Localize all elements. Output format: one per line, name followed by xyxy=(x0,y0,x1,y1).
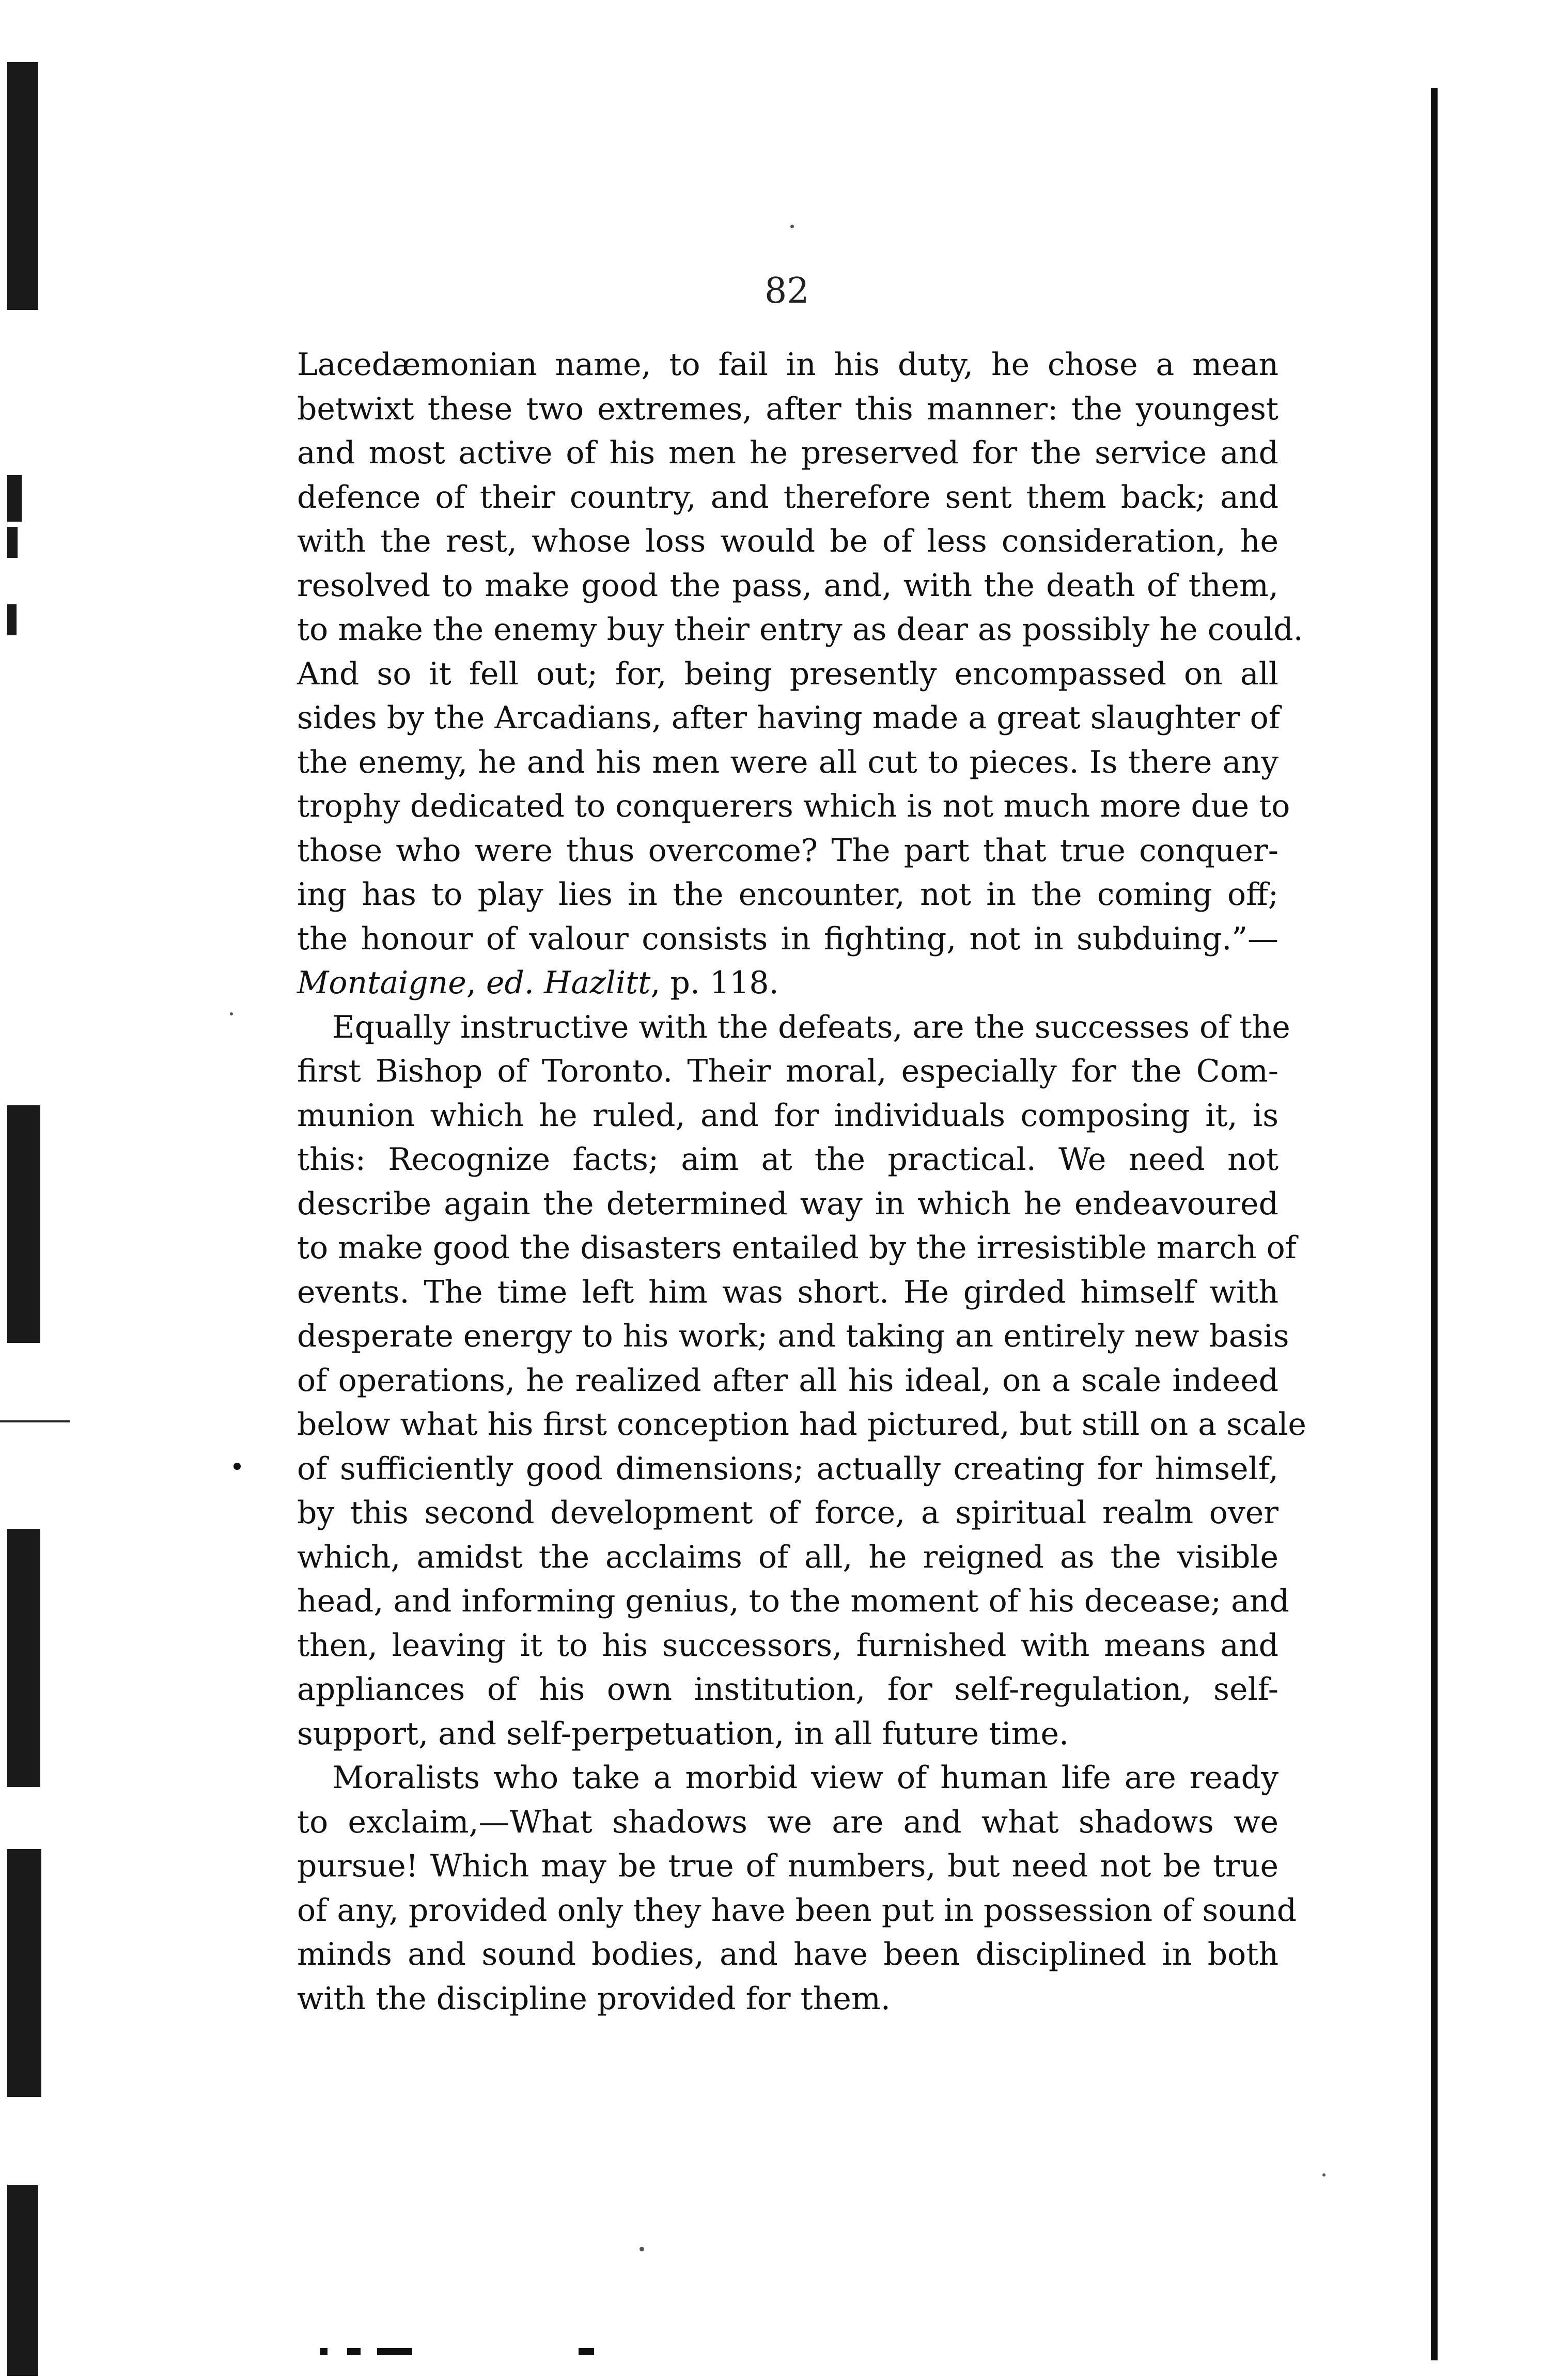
text-line: events. The time left him was short. He girded himself with xyxy=(297,1274,1278,1310)
scan-artifact xyxy=(377,2348,412,2355)
text-line: to make good the disasters entailed by the irresistible march of xyxy=(297,1230,1297,1266)
scan-artifact xyxy=(7,1529,40,1787)
scan-speck xyxy=(640,2247,644,2251)
text-line: by this second development of force, a spiritual realm over xyxy=(297,1495,1278,1531)
scan-artifact xyxy=(0,1420,70,1422)
scan-artifact xyxy=(320,2348,327,2355)
text-line: head, and informing genius, to the moment of his decease; and xyxy=(297,1583,1289,1619)
text-line: Moralists who take a morbid view of human life are ready xyxy=(332,1760,1278,1796)
text-line: of sufficiently good dimensions; actually creating for himself, xyxy=(297,1450,1278,1487)
text-line: trophy dedicated to conquerers which is not much more due to xyxy=(297,788,1290,824)
text-line: describe again the determined way in which he endeavoured xyxy=(297,1185,1278,1222)
text-line: appliances of his own institution, for self-regulation, self- xyxy=(297,1671,1278,1708)
text-line: with the rest, whose loss would be of less consideration, he xyxy=(297,523,1278,559)
body-text xyxy=(297,343,1306,2021)
scan-artifact xyxy=(7,2185,38,2376)
scan-artifact xyxy=(7,475,22,522)
text-line: And so it fell out; for, being presently encompassed on all xyxy=(297,655,1278,692)
text-line: resolved to make good the pass, and, with the death of them, xyxy=(297,567,1278,604)
scan-artifact xyxy=(347,2348,361,2355)
text-line: Equally instructive with the defeats, are the successes of the xyxy=(332,1009,1290,1045)
text-line: pursue! Which may be true of numbers, but need not be true xyxy=(297,1848,1278,1884)
citation-separator: , xyxy=(650,965,670,1001)
text-line: betwixt these two extremes, after this manner: the youngest xyxy=(297,390,1278,427)
scan-speck xyxy=(1322,2173,1325,2177)
scan-artifact xyxy=(7,527,18,558)
scan-artifact xyxy=(7,1849,41,2097)
scan-artifact xyxy=(7,604,17,635)
text-line: support, and self-perpetuation, in all future time. xyxy=(297,1715,1069,1752)
text-line: ing has to play lies in the encounter, not in the coming off; xyxy=(297,876,1278,913)
text-line: the enemy, he and his men were all cut to pieces. Is there any xyxy=(297,744,1278,780)
text-line: minds and sound bodies, and have been disciplined in both xyxy=(297,1936,1278,1972)
text-line: munion which he ruled, and for individuals composing it, is xyxy=(297,1097,1278,1134)
text-line: of operations, he realized after all his ideal, on a scale indeed xyxy=(297,1362,1278,1399)
right-margin-rule xyxy=(1431,88,1438,2360)
scan-artifact xyxy=(7,62,38,310)
text-line: of any, provided only they have been put in possession of sound xyxy=(297,1892,1297,1929)
text-line: to make the enemy buy their entry as dear as possibly he could. xyxy=(297,612,1303,648)
text-line: those who were thus overcome? The part that true conquer- xyxy=(297,832,1278,869)
citation-line xyxy=(297,961,1278,1006)
page-number: 82 xyxy=(765,271,809,311)
text-line: with the discipline provided for them. xyxy=(297,1980,891,2017)
citation-author: Montaigne xyxy=(297,965,466,1001)
scan-speck xyxy=(233,1463,241,1470)
text-line: this: Recognize facts; aim at the practical. We need not xyxy=(297,1141,1278,1178)
text-line: sides by the Arcadians, after having made a great slaughter of xyxy=(297,700,1280,736)
citation-page: p. 118. xyxy=(670,965,779,1001)
scan-speck xyxy=(790,225,794,228)
text-line: defence of their country, and therefore sent them back; and xyxy=(297,479,1278,515)
scan-left-edge xyxy=(0,0,72,2380)
text-line: desperate energy to his work; and taking an entirely new basis xyxy=(297,1318,1289,1354)
text-line: below what his first conception had pictured, but still on a scale xyxy=(297,1406,1306,1443)
text-line: then, leaving it to his successors, furnished with means and xyxy=(297,1627,1278,1664)
citation-editor: ed. Hazlitt xyxy=(486,965,651,1001)
scan-speck xyxy=(230,1012,233,1015)
citation-separator: , xyxy=(466,965,486,1001)
text-line: the honour of valour consists in fighting, not in subduing.”— xyxy=(297,920,1278,957)
text-line: to exclaim,—What shadows we are and what shadows we xyxy=(297,1804,1278,1840)
text-line: which, amidst the acclaims of all, he reigned as the visible xyxy=(297,1539,1278,1575)
text-line: first Bishop of Toronto. Their moral, especially for the Com- xyxy=(297,1053,1278,1089)
scan-artifact xyxy=(579,2348,594,2355)
text-line: and most active of his men he preserved for the service and xyxy=(297,435,1278,471)
scan-artifact xyxy=(7,1105,40,1343)
text-line: Lacedæmonian name, to fail in his duty, he chose a mean xyxy=(297,347,1278,383)
